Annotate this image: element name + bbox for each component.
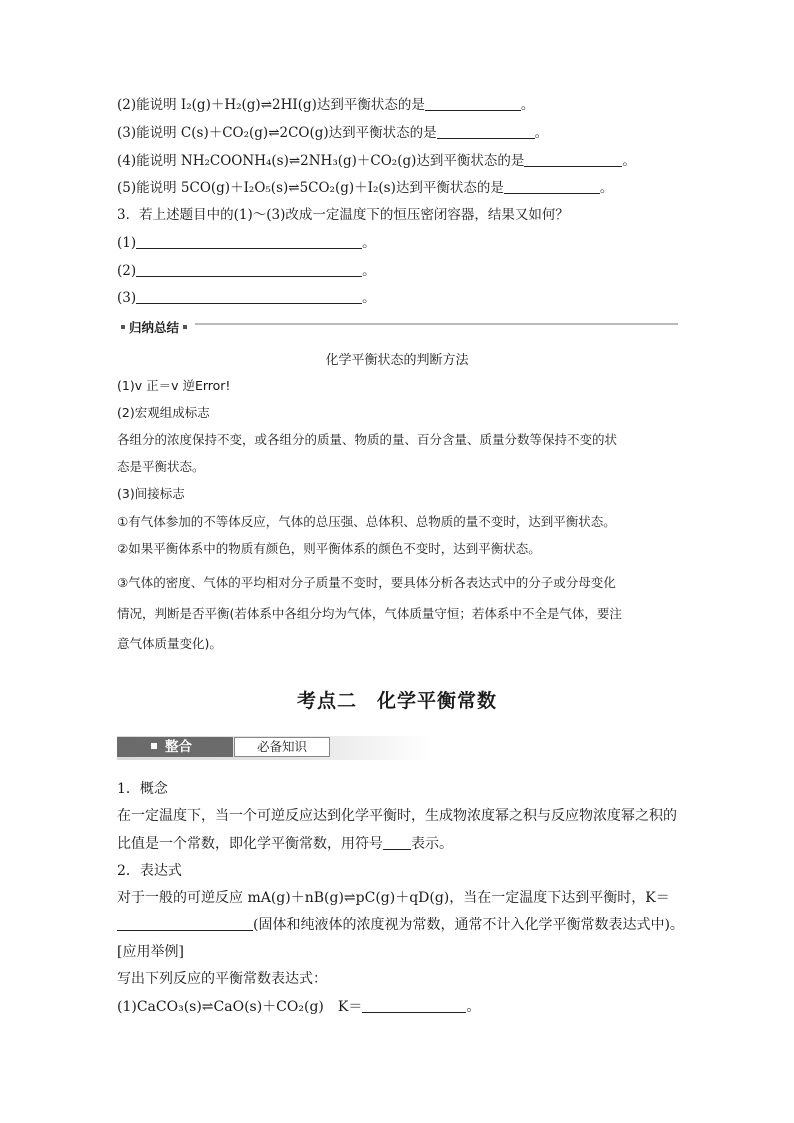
summary-divider <box>195 323 678 325</box>
answer-blank[interactable] <box>383 835 411 850</box>
answer-blank[interactable] <box>524 152 622 167</box>
summary-line: 各组分的浓度保持不变，或各组分的质量、物质的量、百分含量、质量分数等保持不变的状 <box>117 432 618 447</box>
answer-blank[interactable] <box>136 234 362 249</box>
example-heading: [应用举例] <box>117 944 184 960</box>
summary-line: ②如果平衡体系中的物质有颜色，则平衡体系的颜色不变时，达到平衡状态。 <box>117 541 541 556</box>
q3-item-3: (3) 。 <box>117 290 376 306</box>
expression-heading: 2．表达式 <box>117 863 182 879</box>
answer-blank[interactable] <box>362 998 466 1013</box>
answer-blank[interactable] <box>425 96 521 111</box>
expression-line: (固体和纯液体的浓度视为常数，通常不计入化学平衡常数表达式中)。 <box>117 915 684 935</box>
question-3-heading: 3．若上述题目中的(1)～(3)改成一定温度下的恒压密闭容器，结果又如何？ <box>117 207 569 223</box>
answer-blank[interactable] <box>136 289 362 304</box>
expression-line: 对于一般的可逆反应 mA(g)＋nB(g)⇌pC(g)＋qD(g)，当在一定温度下达到平衡时，K＝ <box>117 890 670 906</box>
question-5: (5)能说明 5CO(g)＋I₂O₅(s)⇌5CO₂(g)＋I₂(s)达到平衡状态的是 。 <box>117 180 614 196</box>
summary-line: ①有气体参加的不等体反应，气体的总压强、总体积、总物质的量不变时，达到平衡状态。 <box>117 514 616 529</box>
concept-line: 比值是一个常数，即化学平衡常数，用符号 表示。 <box>117 836 453 852</box>
summary-label: 归纳总结 <box>117 318 191 336</box>
answer-blank[interactable] <box>504 179 600 194</box>
summary-line: (2)宏观组成标志 <box>117 405 210 420</box>
tag-integrate: 整合 <box>117 737 233 757</box>
section-title: 考点二 化学平衡常数 <box>296 690 497 712</box>
tag-essential-knowledge: 必备知识 <box>234 737 330 757</box>
square-icon <box>151 743 157 749</box>
concept-heading: 1．概念 <box>117 781 168 797</box>
summary-line: (1)v 正＝v 逆Error! <box>117 378 231 393</box>
square-icon <box>183 325 187 329</box>
summary-line: 态是平衡状态。 <box>117 459 205 474</box>
summary-line: 意气体质量变化)。 <box>117 636 222 651</box>
example-item-1: (1)CaCO₃(s)⇌CaO(s)＋CO₂(g) K＝ 。 <box>117 999 481 1015</box>
answer-blank[interactable] <box>117 916 253 931</box>
concept-line: 在一定温度下，当一个可逆反应达到化学平衡时，生成物浓度幂之积与反应物浓度幂之积的 <box>117 808 677 824</box>
answer-blank[interactable] <box>136 262 362 277</box>
question-3: (3)能说明 C(s)＋CO₂(g)⇌2CO(g)达到平衡状态的是 。 <box>117 125 549 141</box>
question-4: (4)能说明 NH₂COONH₄(s)⇌2NH₃(g)＋CO₂(g)达到平衡状态的是 。 <box>117 153 636 169</box>
answer-blank[interactable] <box>437 124 535 139</box>
summary-line: ③气体的密度、气体的平均相对分子质量不变时，要具体分析各表达式中的分子或分母变化 <box>117 575 616 590</box>
summary-title: 化学平衡状态的判断方法 <box>325 353 469 368</box>
example-intro: 写出下列反应的平衡常数表达式： <box>117 971 327 987</box>
q3-item-1: (1) 。 <box>117 235 376 251</box>
summary-line: (3)间接标志 <box>117 486 185 501</box>
summary-line: 情况，判断是否平衡(若体系中各组分均为气体，气体质量守恒；若体系中不全是气体，要注 <box>117 606 622 621</box>
square-icon <box>121 325 125 329</box>
question-2: (2)能说明 I₂(g)＋H₂(g)⇌2HI(g)达到平衡状态的是 。 <box>117 97 535 113</box>
q3-item-2: (2) 。 <box>117 263 376 279</box>
